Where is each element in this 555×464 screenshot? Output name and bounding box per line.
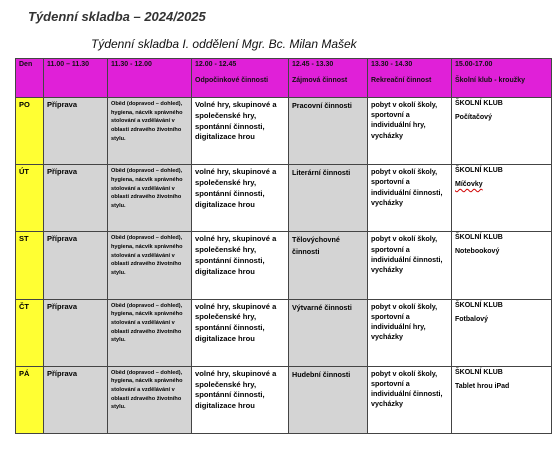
- prep-cell: Příprava: [44, 165, 108, 232]
- table-row: [16, 232, 552, 299]
- header-col-4: [289, 59, 368, 98]
- rest-cell: Volné hry, skupinové a společenské hry, spontánní činnosti, digitalizace hrou: [192, 98, 289, 165]
- header-col-1: [44, 59, 108, 98]
- interest-cell: Tělovýchovné činnosti: [289, 232, 368, 299]
- header-activity: Zájmová činnost: [292, 77, 348, 84]
- meal-cell: Oběd (dopravod – dohled), hygiena, nácvik správného stolování a vzdělávání v oblasti zdravého životního stylu.: [108, 165, 192, 232]
- header-time: 11.30 - 12.00: [111, 61, 152, 68]
- table-row: [16, 299, 552, 366]
- day-cell: PO: [16, 98, 44, 165]
- table-row: [16, 98, 552, 165]
- document-subtitle: Týdenní skladba I. oddělení Mgr. Bc. Milan Mašek: [91, 37, 357, 51]
- club-subject: Míčovky: [455, 181, 483, 189]
- header-activity: Odpočinkové činnosti: [195, 77, 269, 84]
- header-time: Den: [19, 61, 33, 68]
- header-time: 15.00-17.00: [455, 61, 493, 68]
- interest-cell: Hudební činnosti: [289, 366, 368, 433]
- recreation-cell: pobyt v okolí školy, sportovní a individuální hry, vycházky: [368, 98, 452, 165]
- header-time: 11.00 – 11.30: [47, 61, 90, 68]
- day-cell: PÁ: [16, 366, 44, 433]
- rest-cell: volné hry, skupinové a společenské hry, spontánní činnosti, digitalizace hrou: [192, 366, 289, 433]
- day-cell: ÚT: [16, 165, 44, 232]
- header-activity: Školní klub - kroužky: [455, 77, 526, 84]
- club-subject: Tablet hrou iPad: [455, 382, 510, 390]
- recreation-cell: pobyt v okolí školy, sportovní a individuální činnosti, vycházky: [368, 232, 452, 299]
- header-day: [16, 59, 44, 98]
- club-cell: [452, 98, 552, 165]
- rest-cell: volné hry, skupinové a společenské hry, spontánní činnosti, digitalizace hrou: [192, 165, 289, 232]
- recreation-cell: pobyt v okolí školy, sportovní a individuální činnosti, vycházky: [368, 366, 452, 433]
- club-cell: [452, 299, 552, 366]
- club-cell: [452, 366, 552, 433]
- club-name: ŠKOLNÍ KLUB: [455, 368, 503, 376]
- header-time: 12.45 - 13.30: [292, 61, 334, 68]
- club-name: ŠKOLNÍ KLUB: [455, 301, 503, 309]
- recreation-cell: pobyt v okolí školy, sportovní a individuální hry, vycházky: [368, 299, 452, 366]
- meal-cell: Oběd (dopravod – dohled), hygiena, nácvik správného stolování a vzdělávání v oblasti zdravého životního stylu.: [108, 232, 192, 299]
- club-subject: Fotbalový: [455, 315, 489, 323]
- header-time: 13.30 - 14.30: [371, 61, 413, 68]
- rest-cell: volné hry, skupinové a společenské hry, spontánní činnosti, digitalizace hrou: [192, 299, 289, 366]
- interest-cell: Výtvarné činnosti: [289, 299, 368, 366]
- club-name: ŠKOLNÍ KLUB: [455, 234, 503, 242]
- club-subject: Notebookový: [455, 248, 500, 256]
- day-cell: ČT: [16, 299, 44, 366]
- club-name: ŠKOLNÍ KLUB: [455, 100, 503, 107]
- table-row: [16, 165, 552, 232]
- club-subject: Počítačový: [455, 114, 492, 121]
- meal-cell: Oběd (dopravod – dohled), hygiena, nácvik správného stolování a vzdělávání v oblasti zdravého životního stylu.: [108, 98, 192, 165]
- header-col-3: [192, 59, 289, 98]
- header-col-5: [368, 59, 452, 98]
- meal-cell: Oběd (dopravod – dohled), hygiena, nácvik správného stolování a vzdělávání v oblasti zdravého životního stylu.: [108, 299, 192, 366]
- day-cell: ST: [16, 232, 44, 299]
- header-col-2: [108, 59, 192, 98]
- club-name: ŠKOLNÍ KLUB: [455, 167, 503, 175]
- header-time: 12.00 - 12.45: [195, 61, 237, 68]
- club-cell: [452, 165, 552, 232]
- weekly-schedule-table: [15, 58, 552, 434]
- meal-cell: Oběd (dopravod – dohled), hygiena, nácvik správného stolování a vzdělávání v oblasti zdravého životního stylu.: [108, 366, 192, 433]
- recreation-cell: pobyt v okolí školy, sportovní a individuální činnosti, vycházky: [368, 165, 452, 232]
- prep-cell: Příprava: [44, 98, 108, 165]
- club-cell: [452, 232, 552, 299]
- document-title: Týdenní skladba – 2024/2025: [28, 9, 206, 24]
- table-row: [16, 366, 552, 433]
- interest-cell: Pracovní činnosti: [289, 98, 368, 165]
- header-row: [16, 59, 552, 98]
- rest-cell: volné hry, skupinové a společenské hry, spontánní činnosti, digitalizace hrou: [192, 232, 289, 299]
- interest-cell: Literární činnosti: [289, 165, 368, 232]
- header-col-6: [452, 59, 552, 98]
- prep-cell: Příprava: [44, 366, 108, 433]
- prep-cell: Příprava: [44, 232, 108, 299]
- header-activity: Rekreační činnost: [371, 77, 432, 84]
- prep-cell: Příprava: [44, 299, 108, 366]
